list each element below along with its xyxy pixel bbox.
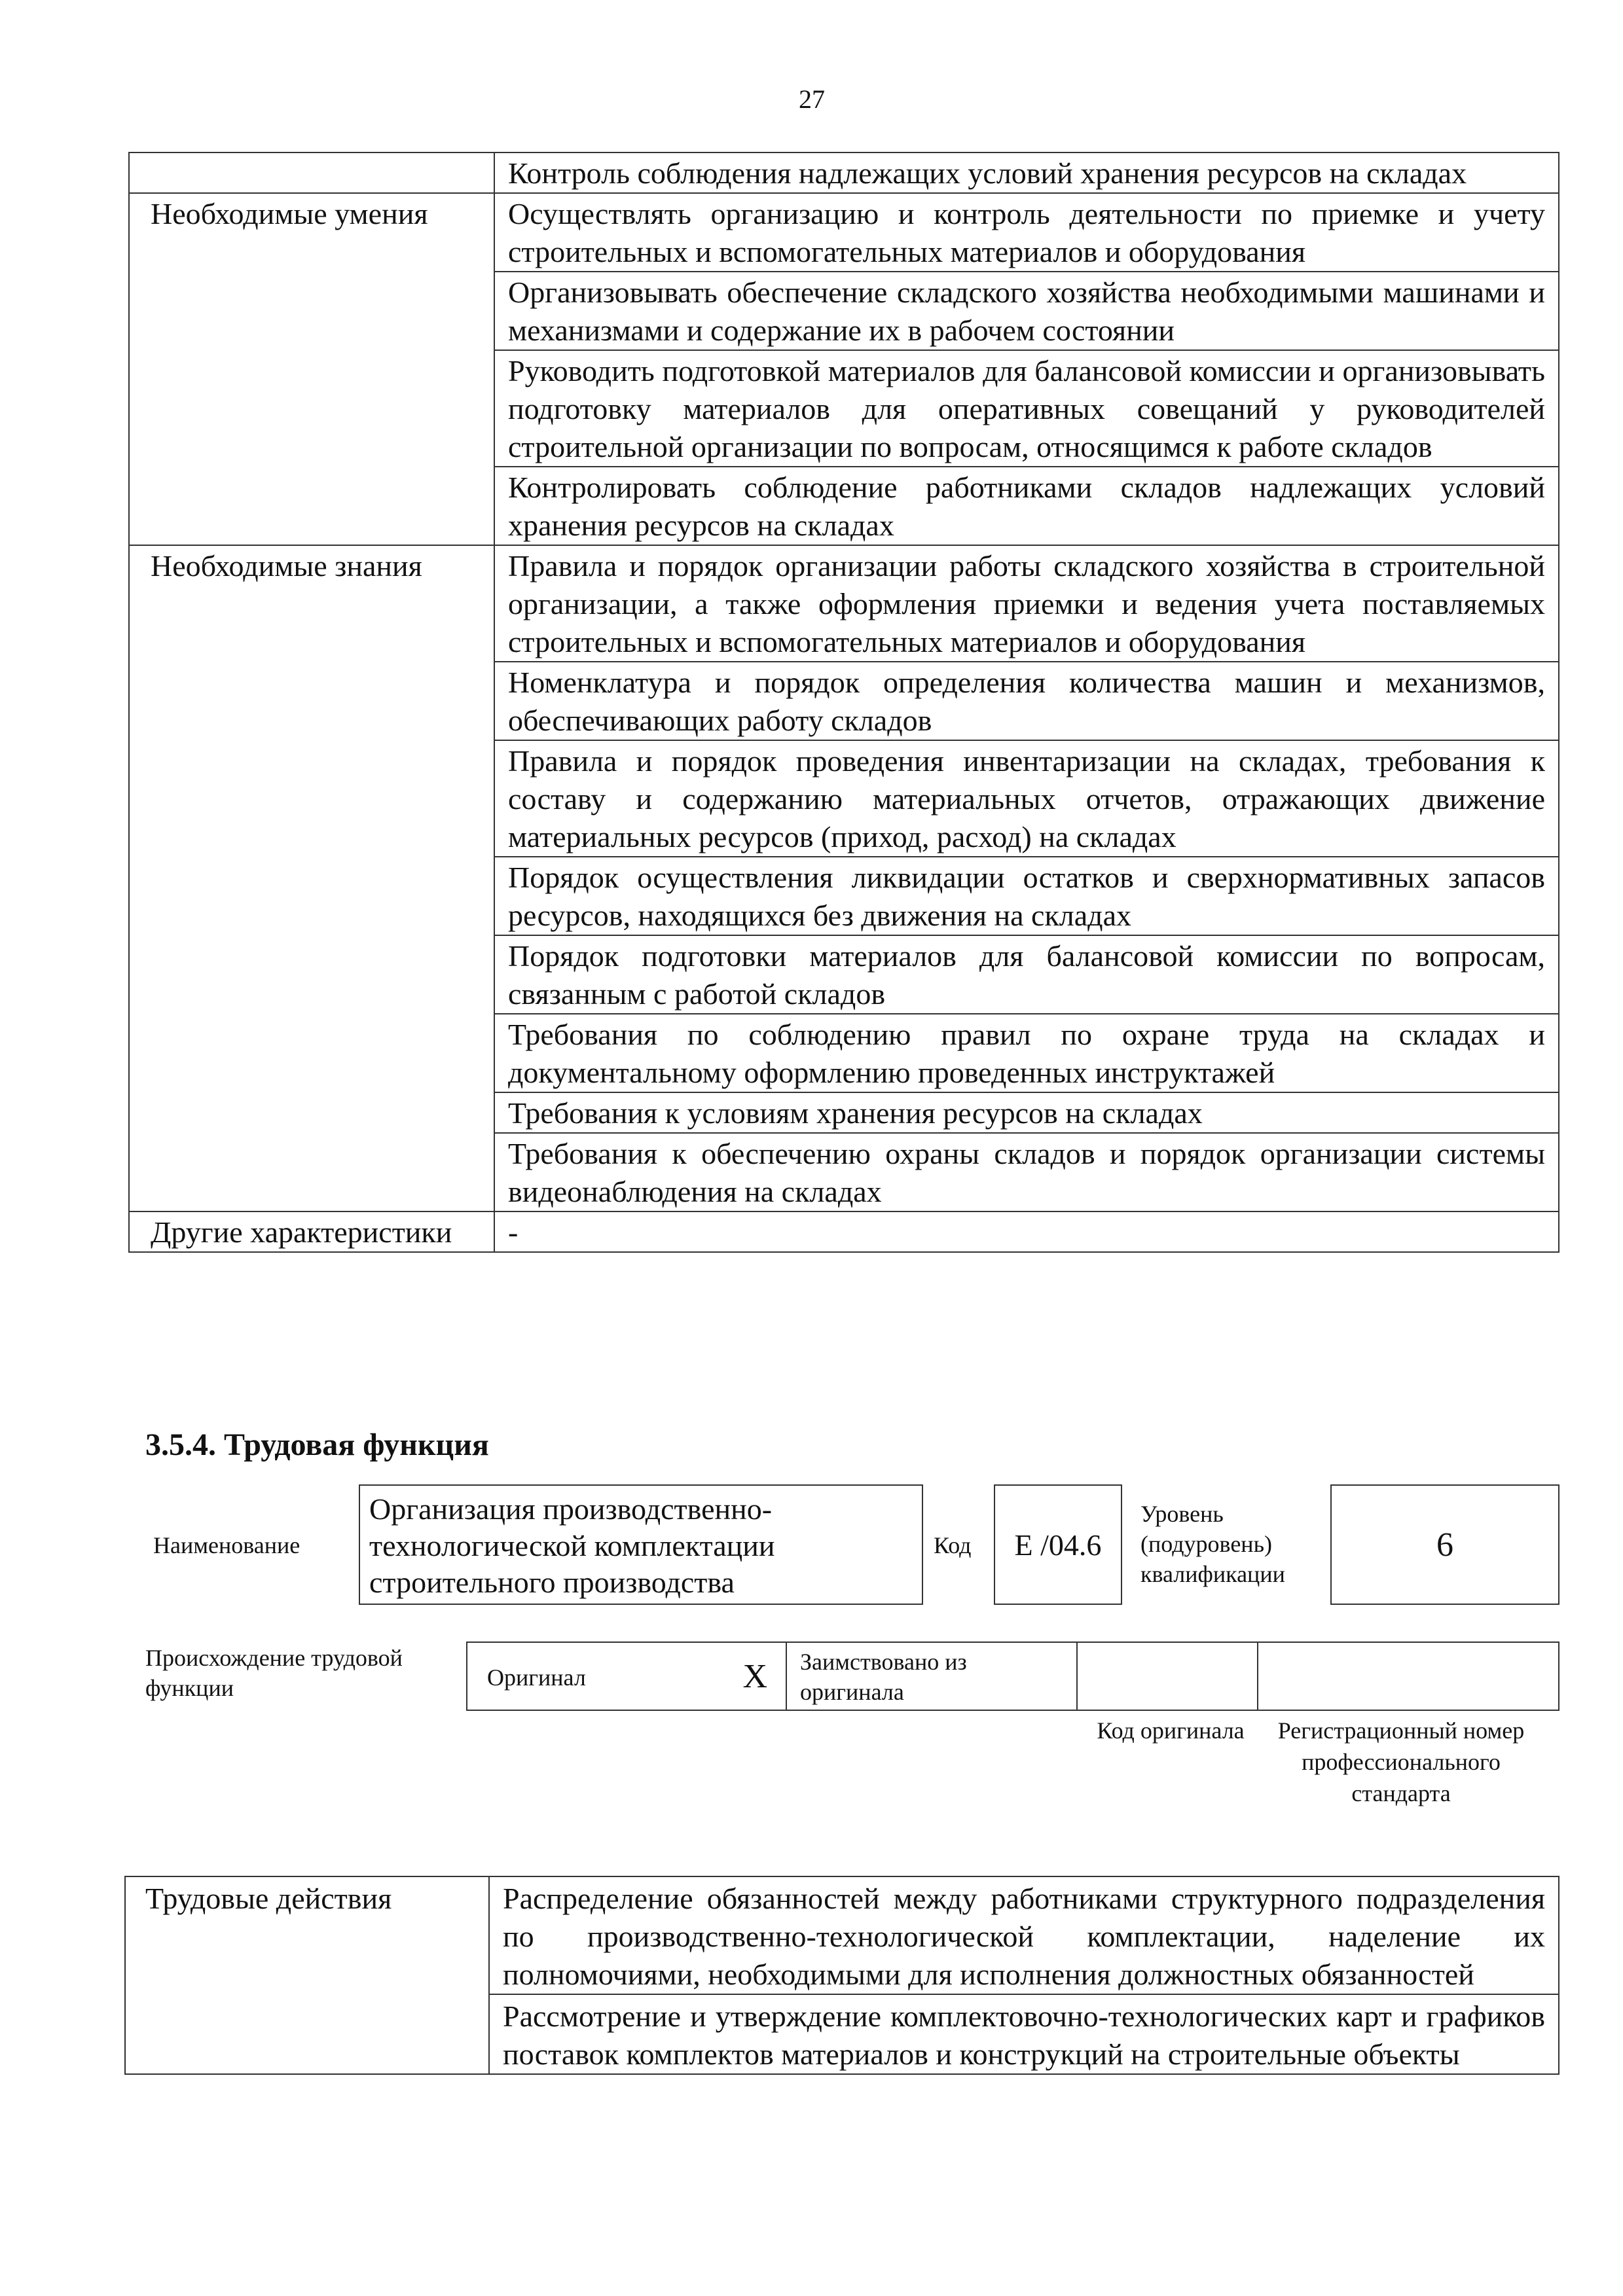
borrowed-cell — [787, 1643, 1078, 1710]
table-cell: Руководить подготовкой материалов для балансовой комиссии и организовывать подготовку материалов для оперативных совещаний у руководителей строительной организации по вопросам, относящимся к работе складов — [494, 350, 1559, 467]
row-label-other: Другие характеристики — [129, 1211, 494, 1252]
code-original-cell — [1078, 1643, 1258, 1710]
origin-row — [466, 1641, 1559, 1711]
table-row — [129, 152, 1559, 193]
table-cell: Осуществлять организацию и контроль деятельности по приемке и учету строительных и вспомогательных материалов и оборудования — [494, 193, 1559, 272]
table-row — [129, 1211, 1559, 1252]
table-cell: Рассмотрение и утверждение комплектовочно-технологических карт и графиков поставок комплектов материалов и конструкций на строительные объекты — [489, 1994, 1559, 2074]
code-box: Е /04.6 — [994, 1484, 1122, 1605]
reg-number-label: Регистрационный номер профессионального стандарта — [1277, 1717, 1525, 1806]
code-label: Код — [934, 1532, 972, 1558]
table-cell: Требования к обеспечению охраны складов и порядок организации системы видеонаблюдения на складах — [494, 1133, 1559, 1211]
level-box: 6 — [1330, 1484, 1559, 1605]
row-label-skills: Необходимые умения — [129, 193, 494, 545]
borrowed-label: Заимствовано из оригинала — [800, 1649, 967, 1705]
reg-number-cell — [1258, 1643, 1558, 1710]
table-cell: Контроль соблюдения надлежащих условий хранения ресурсов на складах — [494, 152, 1559, 193]
row-label-actions: Трудовые действия — [125, 1876, 489, 2074]
table-cell: Порядок осуществления ликвидации остатков и сверхнормативных запасов ресурсов, находящихся без движения на складах — [494, 857, 1559, 935]
table-cell: Требования к условиям хранения ресурсов на складах — [494, 1092, 1559, 1133]
table-cell: Порядок подготовки материалов для балансовой комиссии по вопросам, связанным с работой складов — [494, 935, 1559, 1014]
function-name-box: Организация производственно-технологической комплектации строительного производства — [359, 1484, 923, 1605]
original-label: Оригинал — [487, 1664, 586, 1691]
table-cell: Контролировать соблюдение работниками складов надлежащих условий хранения ресурсов на складах — [494, 467, 1559, 545]
labor-actions-table — [124, 1876, 1559, 2075]
requirements-table — [128, 152, 1559, 1253]
table-cell: Требования по соблюдению правил по охране труда на складах и документальному оформлению проведенных инструктажей — [494, 1014, 1559, 1092]
table-cell: - — [494, 1211, 1559, 1252]
row-label — [129, 152, 494, 193]
page-number: 27 — [799, 84, 825, 114]
table-cell: Правила и порядок организации работы складского хозяйства в строительной организации, а также оформления приемки и ведения учета поставляемых строительных и вспомогательных материалов и оборудования — [494, 545, 1559, 662]
original-cell — [467, 1643, 787, 1710]
table-cell: Правила и порядок проведения инвентаризации на складах, требования к составу и содержанию материальных отчетов, отражающих движение материальных ресурсов (приход, расход) на складах — [494, 740, 1559, 857]
row-label-knowledge: Необходимые знания — [129, 545, 494, 1211]
name-label: Наименование — [153, 1532, 301, 1558]
section-title: 3.5.4. Трудовая функция — [145, 1427, 489, 1462]
table-row — [129, 193, 1559, 272]
table-cell: Организовывать обеспечение складского хозяйства необходимыми машинами и механизмами и содержание их в рабочем состоянии — [494, 272, 1559, 350]
table-cell: Номенклатура и порядок определения количества машин и механизмов, обеспечивающих работу складов — [494, 662, 1559, 740]
original-mark: X — [742, 1658, 767, 1695]
level-label: Уровень (подуровень) квалификации — [1140, 1501, 1285, 1587]
table-cell: Распределение обязанностей между работниками структурного подразделения по производственно-технологической комплектации, наделение их полномочиями, необходимыми для исполнения должностных обязанностей — [489, 1876, 1559, 1994]
code-original-label: Код оригинала — [1097, 1717, 1245, 1744]
origin-label: Происхождение трудовой функции — [145, 1645, 403, 1701]
table-row — [125, 1876, 1559, 1994]
table-row — [129, 545, 1559, 662]
